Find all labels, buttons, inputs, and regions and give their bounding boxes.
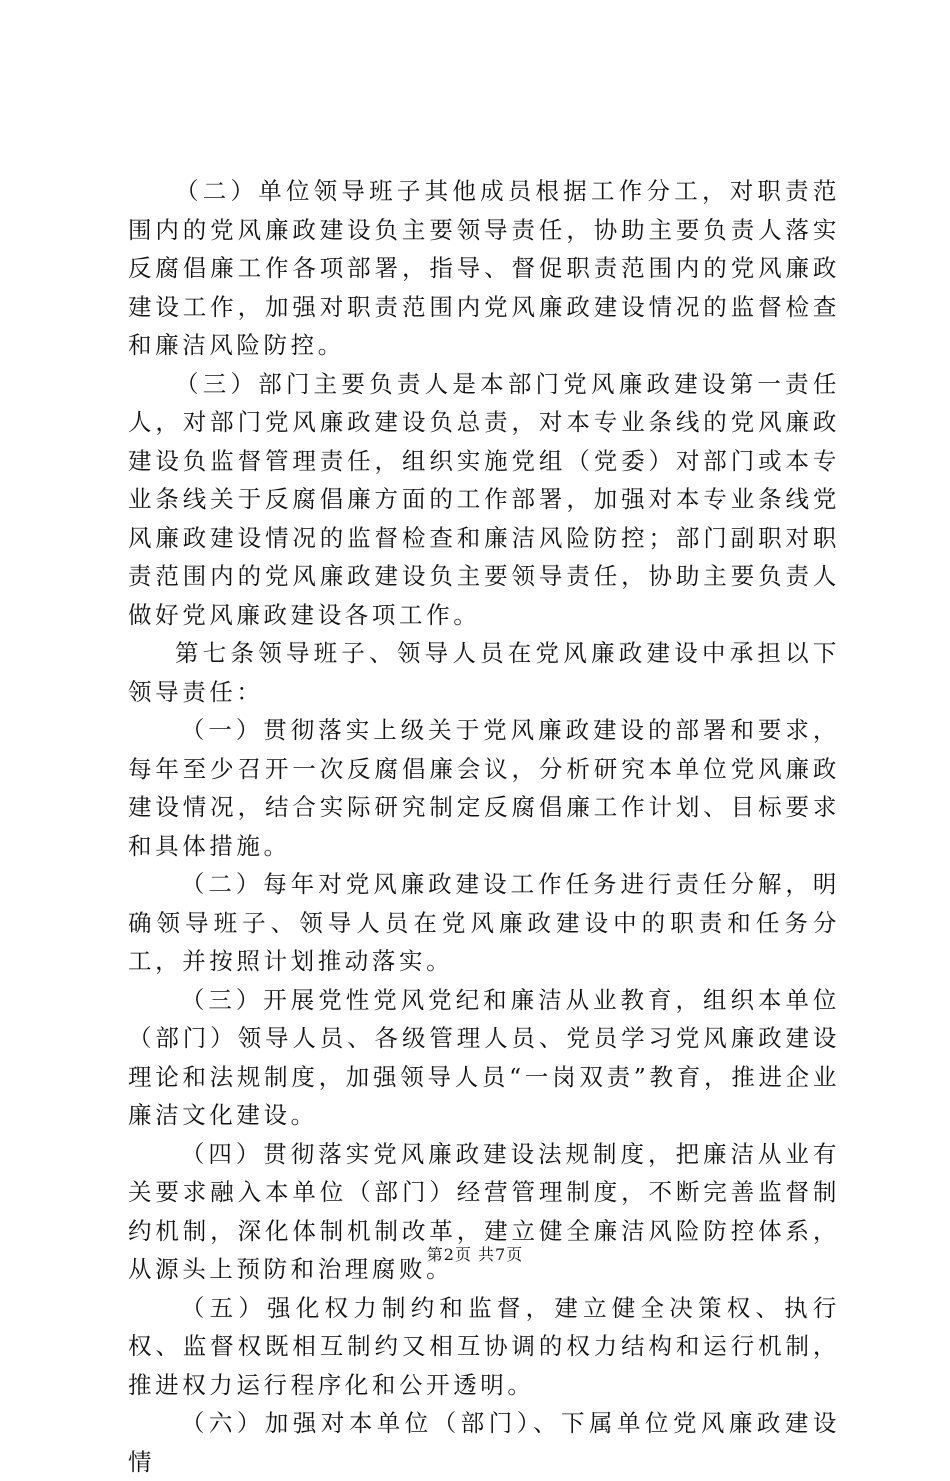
article-7-heading: 第七条领导班子、领导人员在党风廉政建设中承担以下领导责任： xyxy=(128,639,840,706)
paragraph-item-3b: （三）开展党性党风党纪和廉洁从业教育，组织本单位（部门）领导人员、各级管理人员、党员学习党风廉政建设理论和法规制度，加强领导人员“一岗双责”教育，推进企业廉洁文化建设。 xyxy=(128,985,840,1129)
paragraph-item-4: （四）贯彻落实党风廉政建设法规制度，把廉洁从业有关要求融入本单位（部门）经营管理制度，不断完善监督制约机制，深化体制机制改革，建立健全廉洁风险防控体系，从源头上预防和治理腐败。 xyxy=(128,1139,840,1283)
paragraph-item-5: （五）强化权力制约和监督，建立健全决策权、执行权、监督权既相互制约又相互协调的权力结构和运行机制，推进权力运行程序化和公开透明。 xyxy=(128,1293,840,1399)
document-body xyxy=(128,172,840,1481)
paragraph-item-1: （一）贯彻落实上级关于党风廉政建设的部署和要求，每年至少召开一次反腐倡廉会议，分析研究本单位党风廉政建设情况，结合实际研究制定反腐倡廉工作计划、目标要求和具体措施。 xyxy=(128,716,840,860)
paragraph-item-3: （三）部门主要负责人是本部门党风廉政建设第一责任人，对部门党风廉政建设负总责，对本专业条线的党风廉政建设负监督管理责任，组织实施党组（党委）对部门或本专业条线关于反腐倡廉方面的工作部署，加强对本专业条线党风廉政建设情况的监督检查和廉洁风险防控；部门副职对职责范围内的党风廉政建设负主要领导责任，协助主要负责人做好党风廉政建设各项工作。 xyxy=(128,369,840,629)
page-number-footer: 第2页 共7页 xyxy=(426,1245,524,1264)
paragraph-item-2b: （二）每年对党风廉政建设工作任务进行责任分解，明确领导班子、领导人员在党风廉政建设中的职责和任务分工，并按照计划推动落实。 xyxy=(128,870,840,975)
paragraph-item-2: （二）单位领导班子其他成员根据工作分工，对职责范围内的党风廉政建设负主要领导责任，协助主要负责人落实反腐倡廉工作各项部署，指导、督促职责范围内的党风廉政建设工作，加强对职责范围内党风廉政建设情况的监督检查和廉洁风险防控。 xyxy=(128,177,840,359)
paragraph-item-6: （六）加强对本单位（部门）、下属单位党风廉政建设情 xyxy=(128,1409,840,1476)
